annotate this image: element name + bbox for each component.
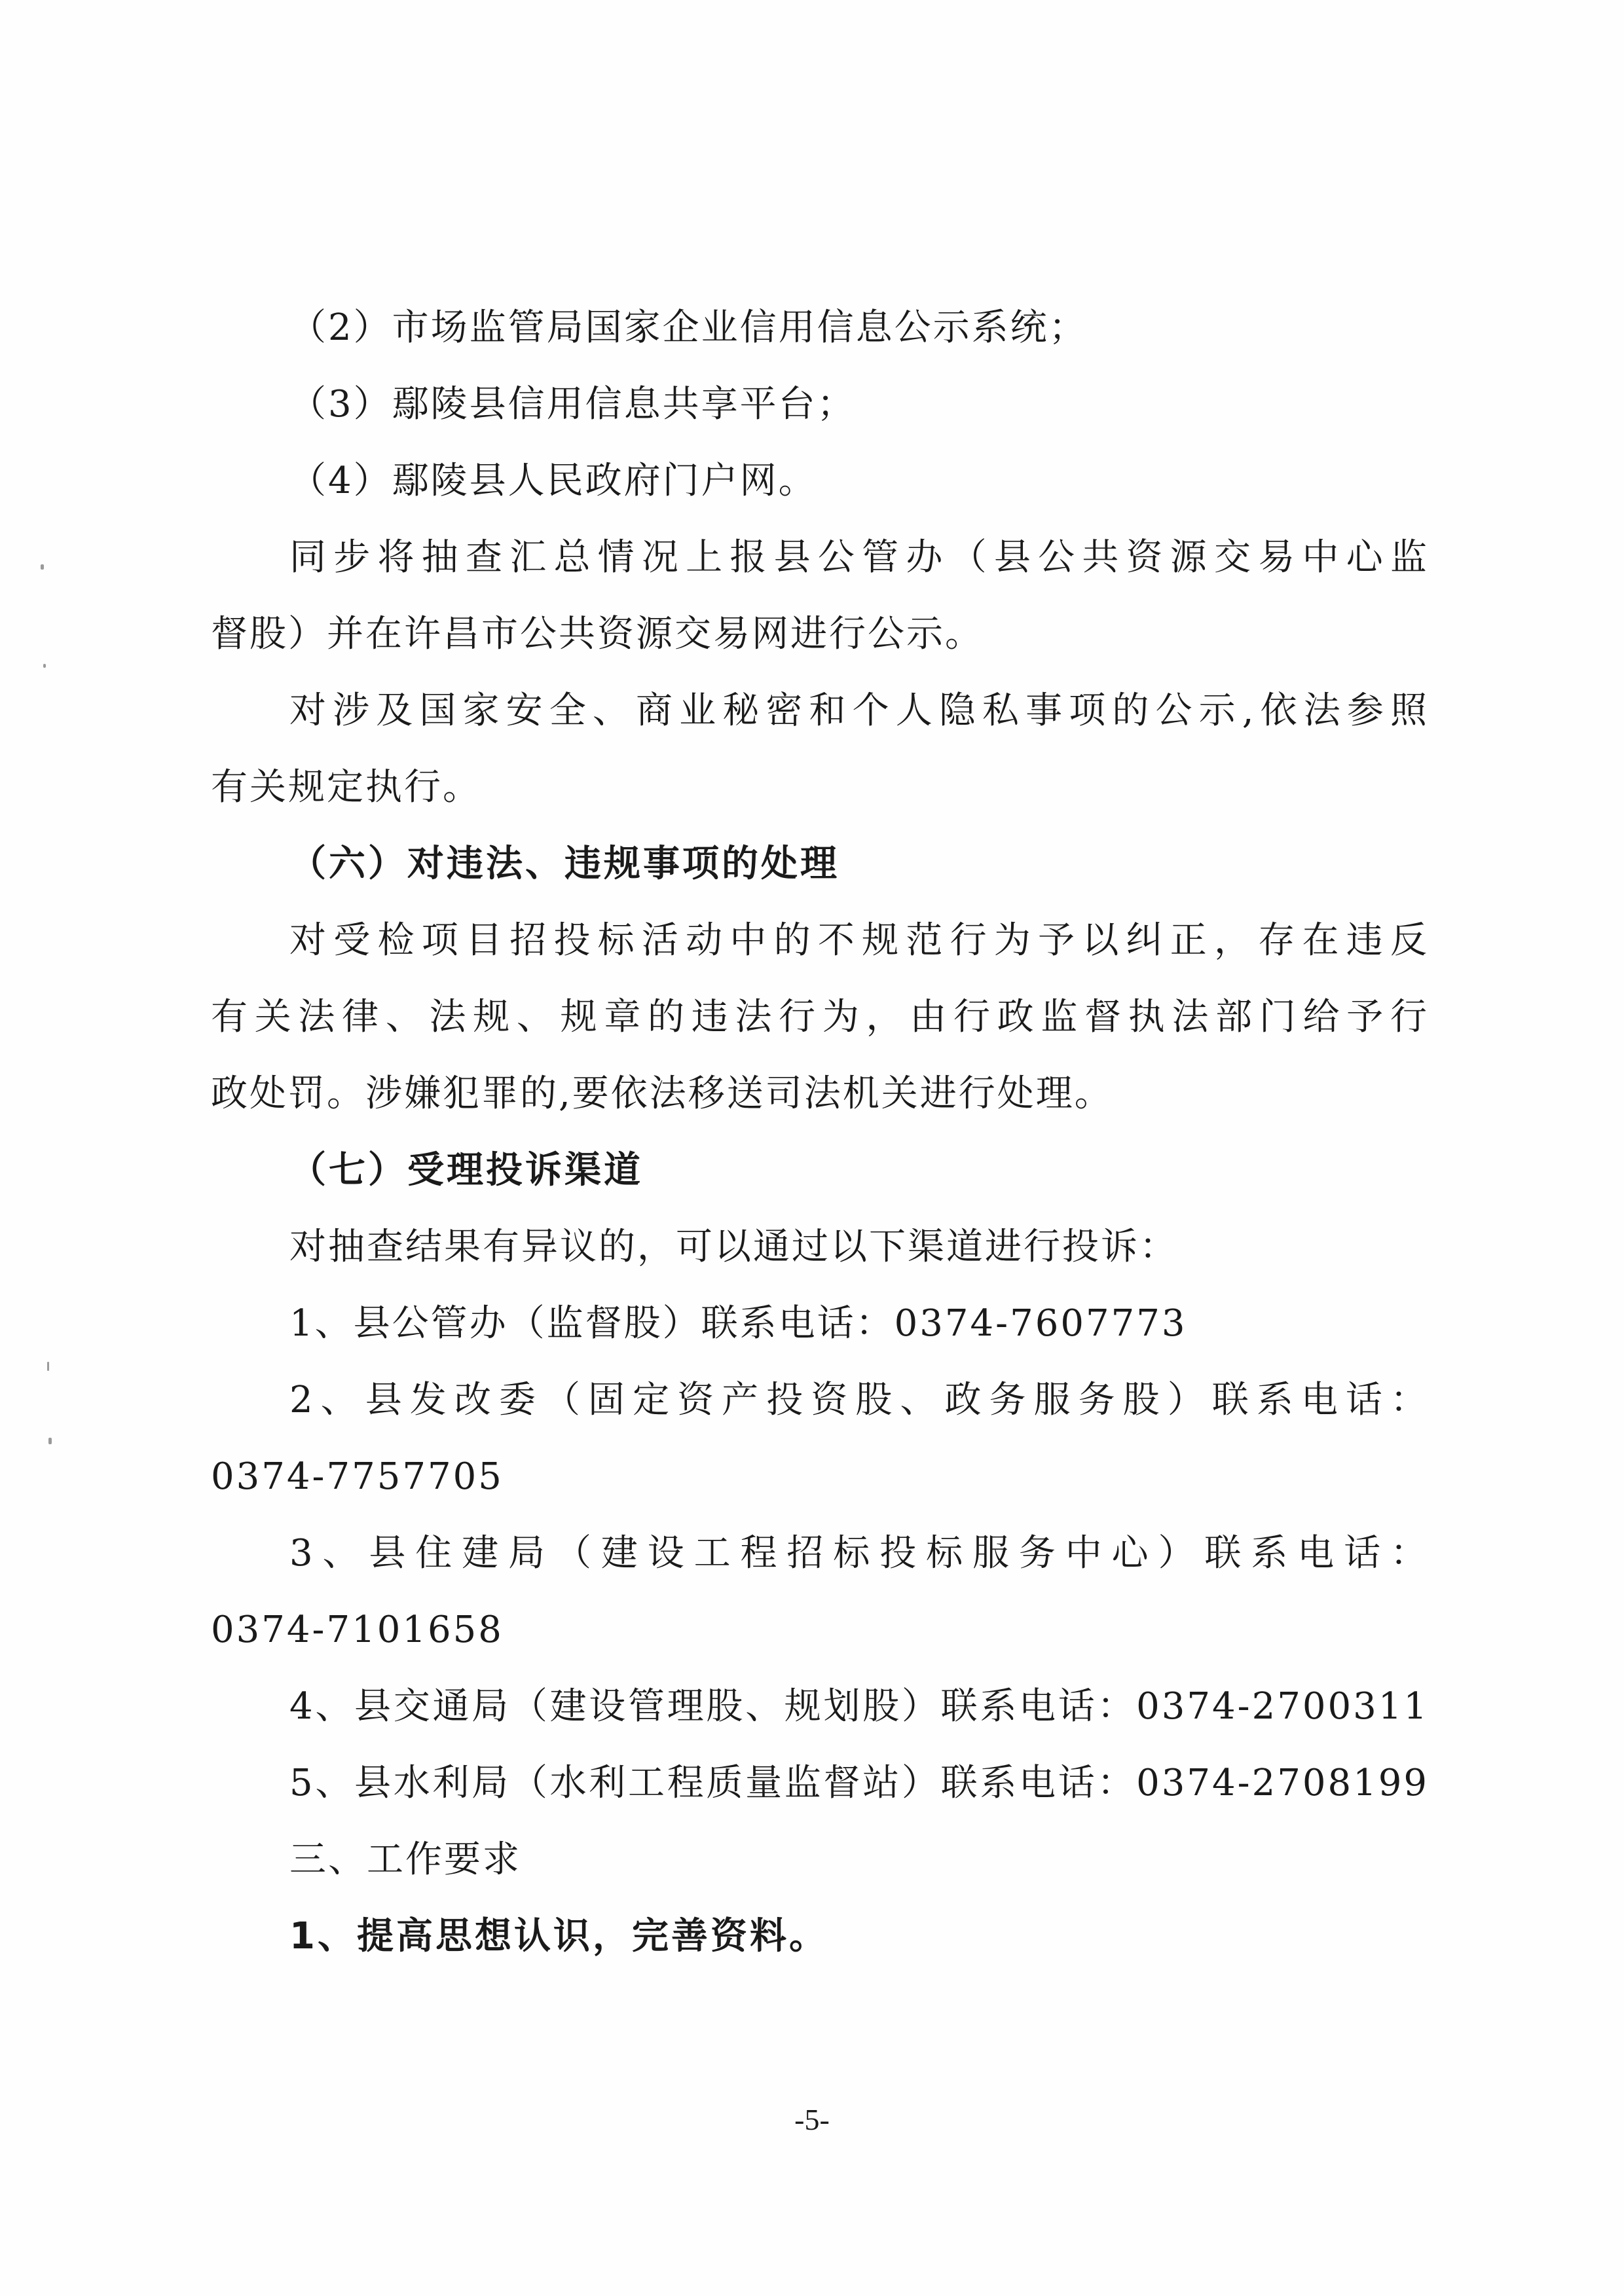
paragraph-line: 督股）并在许昌市公共资源交易网进行公示。	[211, 613, 984, 655]
section-heading: 三、工作要求	[289, 1838, 521, 1881]
paragraph-line: 有关法律、法规、规章的违法行为，由行政监督执法部门给予行	[211, 996, 1429, 1038]
paragraph-line: 政处罚。涉嫌犯罪的,要依法移送司法机关进行处理。	[211, 1072, 1113, 1115]
paragraph-line: 对涉及国家安全、商业秘密和个人隐私事项的公示,依法参照	[289, 689, 1429, 732]
phone-number: 0374-7757705	[211, 1455, 504, 1498]
paragraph-line: 同步将抽查汇总情况上报县公管办（县公共资源交易中心监	[289, 536, 1429, 579]
contact-line: 3、县住建局（建设工程招标投标服务中心）联系电话：	[289, 1532, 1429, 1575]
paragraph-line: 对抽查结果有异议的，可以通过以下渠道进行投诉：	[289, 1226, 1178, 1268]
contact-line: 1、县公管办（监督股）联系电话：0374-7607773	[289, 1302, 1187, 1345]
paragraph-line: （2）市场监管局国家企业信用信息公示系统；	[289, 306, 1088, 349]
scan-speck	[47, 1362, 49, 1371]
paragraph-line: （4）鄢陵县人民政府门户网。	[289, 460, 817, 502]
paragraph-line: （3）鄢陵县信用信息共享平台；	[289, 383, 856, 426]
contact-line: 5、县水利局（水利工程质量监督站）联系电话：0374-2708199	[289, 1762, 1429, 1804]
paragraph-line: 对受检项目招投标活动中的不规范行为予以纠正，存在违反	[289, 919, 1429, 962]
section-heading: （七）受理投诉渠道	[289, 1149, 643, 1192]
scan-speck	[48, 1438, 52, 1444]
contact-line: 2、县发改委（固定资产投资股、政务服务股）联系电话：	[289, 1379, 1429, 1421]
paragraph-line: 有关规定执行。	[211, 766, 481, 809]
scan-speck	[41, 564, 44, 570]
scan-speck	[43, 664, 46, 668]
contact-line: 4、县交通局（建设管理股、规划股）联系电话：0374-2700311	[289, 1685, 1429, 1728]
page-number: -5-	[794, 2103, 830, 2136]
subsection-heading: 1、提高思想认识，完善资料。	[289, 1915, 828, 1958]
section-heading: （六）对违法、违规事项的处理	[289, 843, 840, 885]
phone-number: 0374-7101658	[211, 1609, 504, 1651]
